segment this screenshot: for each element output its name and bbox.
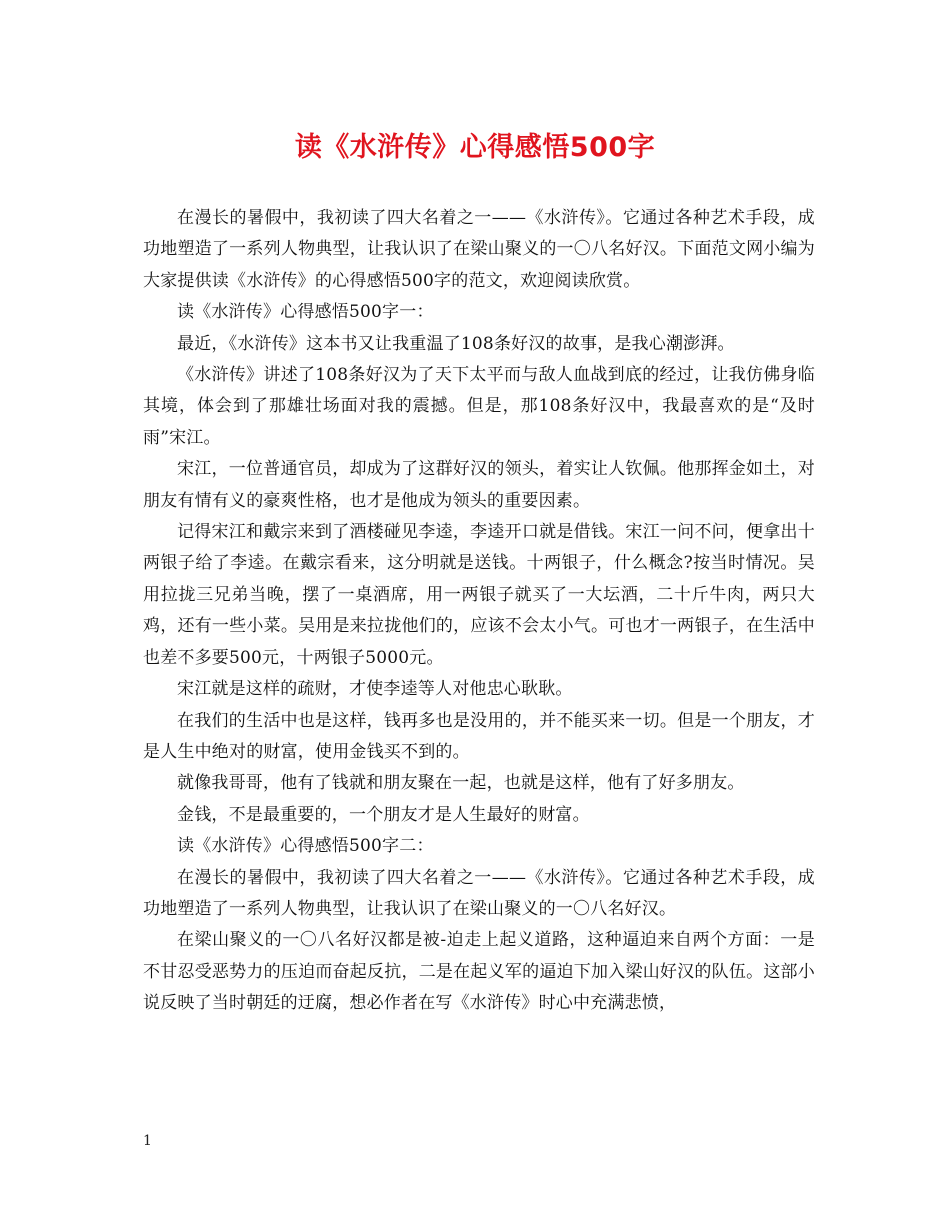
document-title: 读《水浒传》心得感悟500字: [294, 132, 656, 163]
paragraph: 宋江就是这样的疏财，才使李逵等人对他忠心耿耿。: [177, 679, 573, 700]
paragraph: 在我们的生活中也是这样，钱再多也是没用的，并不能买来一切。但是一个朋友，才是人生中绝对的财富，使用金钱买不到的。: [143, 710, 815, 762]
paragraph: 金钱，不是最重要的，一个朋友才是人生最好的财富。: [177, 804, 590, 825]
paragraph: 最近，《水浒传》这本书又让我重温了108条好汉的故事，是我心潮澎湃。: [177, 333, 735, 354]
paragraph: 宋江，一位普通官员，却成为了这群好汉的领头，着实让人钦佩。他那挥金如土，对朋友有情有义的豪爽性格，也才是他成为领头的重要因素。: [143, 459, 815, 511]
paragraph: 在漫长的暑假中，我初读了四大名着之一——《水浒传》。它通过各种艺术手段，成功地塑造了一系列人物典型，让我认识了在梁山聚义的一〇八名好汉。下面范文网小编为大家提供读《水浒传》的心得感悟500字的范文，欢迎阅读欣赏。: [143, 208, 815, 291]
page-number: 1: [143, 1133, 152, 1149]
section-heading: 读《水浒传》心得感悟500字二：: [177, 836, 434, 857]
document-body: [143, 203, 815, 1020]
paragraph: 在梁山聚义的一〇八名好汉都是被-迫走上起义道路，这种逼迫来自两个方面：一是不甘忍受恶势力的压迫而奋起反抗，二是在起义军的逼迫下加入梁山好汉的队伍。这部小说反映了当时朝廷的迂腐，想必作者在写《水浒传》时心中充满悲愤，: [143, 930, 815, 1014]
paragraph: 就像我哥哥，他有了钱就和朋友聚在一起，也就是这样，他有了好多朋友。: [177, 773, 745, 794]
paragraph: 在漫长的暑假中，我初读了四大名着之一——《水浒传》。它通过各种艺术手段，成功地塑造了一系列人物典型，让我认识了在梁山聚义的一〇八名好汉。: [143, 867, 815, 919]
section-heading: 读《水浒传》心得感悟500字一：: [177, 302, 434, 323]
paragraph: 《水浒传》讲述了108条好汉为了天下太平而与敌人血战到底的经过，让我仿佛身临其境，体会到了那雄壮场面对我的震撼。但是，那108条好汉中，我最喜欢的是“及时雨”宋江。: [143, 365, 815, 448]
paragraph: 记得宋江和戴宗来到了酒楼碰见李逵，李逵开口就是借钱。宋江一问不问，便拿出十两银子给了李逵。在戴宗看来，这分明就是送钱。十两银子，什么概念?按当时情况。吴用拉拢三兄弟当晚，摆了一桌酒席，用一两银子就买了一大坛酒，二十斤牛肉，两只大鸡，还有一些小菜。吴用是来拉拢他们的，应该不会太小气。可也才一两银子，在生活中也差不多要500元，十两银子5000元。: [143, 522, 815, 668]
